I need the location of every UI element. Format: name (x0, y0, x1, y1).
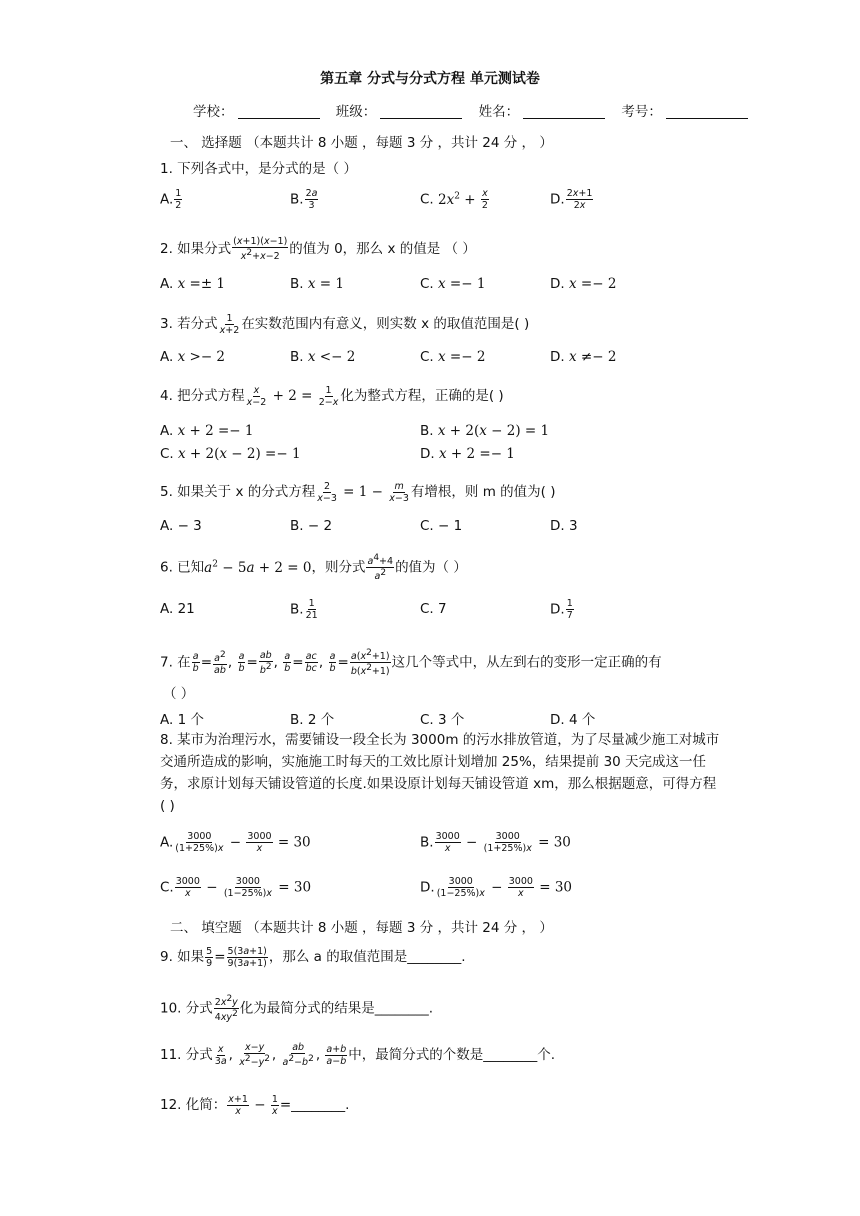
q4-option-d: D. x + 2 =− 1 (420, 446, 515, 462)
school-blank (238, 104, 320, 119)
q2-option-b: B. x = 1 (290, 276, 344, 292)
q7-option-c: C. 3 个 (420, 712, 465, 728)
question-3: 3. 若分式 $\frac{1}{x+2}$ 在实数范围内有意义，则实数 x 的取值范围是( ) (160, 312, 530, 336)
q5-option-c: C. − 1 (420, 518, 463, 534)
question-11: 11. 分式 $\frac{x}{3a}$ , $\frac{x-y}{x^2-y^2}$ , $\frac{ab}{a^2-b^2}$ , $\frac{a+b}{a-b}$ 中，最简分式的个数是________个. (160, 1042, 556, 1069)
school-label: 学校： (193, 104, 234, 120)
question-5: 5. 如果关于 x 的分式方程 $\frac{2}{x-3}$ = 1 − $\frac{m}{x-3}$ 有增根，则 m 的值为( ) (160, 480, 556, 504)
q3-option-d: D. x ≠− 2 (550, 349, 617, 365)
question-8: 8. 某市为治理污水，需要铺设一段全长为 3000m 的污水排放管道，为了尽量减少施工对城市交通所造成的影响，实施施工时每天的工效比原计划增加 25%，结果提前 30 天完成这一任务，求原计划每天铺设管道的长度.如果设原计划每天铺设管道 xm，那么根据题意，可得方程( ) (160, 732, 720, 814)
number-blank (666, 104, 748, 119)
q3-option-a: A. x >− 2 (160, 349, 226, 365)
student-info-line (193, 100, 760, 120)
question-9: 9. 如果 $\frac{5}{9}$ = $\frac{5(3a+1)}{9(3a+1)}$ ，那么 a 的取值范围是________. (160, 945, 466, 969)
q8-option-c: C. $\frac{3000}{x}$ − $\frac{3000}{(1-25\%)x}$ = 30 (160, 876, 312, 899)
q5-option-b: B. − 2 (290, 518, 333, 534)
q3-option-c: C. x =− 2 (420, 349, 486, 365)
question-7-paren: （ ） (163, 686, 195, 702)
q8-option-a: A. $\frac{3000}{(1+25\%)x}$ − $\frac{3000}{x}$ = 30 (160, 831, 311, 854)
q4-option-a: A. x + 2 =− 1 (160, 423, 254, 439)
q1-option-a: A. $\frac{1}{2}$ (160, 188, 182, 211)
q7-option-a: A. 1 个 (160, 712, 204, 728)
q3-option-b: B. x <− 2 (290, 349, 356, 365)
q1-option-c: C. $2x^2$ + $\frac{x}{2}$ (420, 188, 488, 211)
q2-option-c: C. x =− 1 (420, 276, 486, 292)
class-blank (380, 104, 462, 119)
question-1-stem: 1. 下列各式中，是分式的是（ ） (160, 161, 357, 177)
section-heading-choice: 一、 选择题 （本题共计 8 小题 ，每题 3 分 ，共计 24 分 ， ） (170, 135, 553, 151)
question-6: 6. 已知$a^2 - 5a + 2 = 0$，则分式 $\frac{a^4+4}{a^2}$ 的值为（ ） (160, 553, 467, 583)
q1-option-b: B. $\frac{2a}{3}$ (290, 188, 318, 211)
q2-option-d: D. x =− 2 (550, 276, 617, 292)
page-title: 第五章 分式与分式方程 单元测试卷 (320, 71, 540, 87)
class-label: 班级： (335, 104, 377, 120)
section-heading-fill: 二、 填空题 （本题共计 8 小题 ，每题 3 分 ，共计 24 分 ， ） (170, 920, 553, 936)
q4-option-c: C. x + 2(x − 2) =− 1 (160, 446, 301, 462)
question-4: 4. 把分式方程 $\frac{x}{x-2}$ + 2 = $\frac{1}{2-x}$ 化为整式方程，正确的是( ) (160, 384, 504, 408)
q8-option-b: B. $\frac{3000}{x}$ − $\frac{3000}{(1+25\%)x}$ = 30 (420, 831, 571, 854)
name-label: 姓名： (478, 104, 520, 120)
question-10: 10. 分式 $\frac{2x^2y}{4xy^2}$ 化为最简分式的结果是________. (160, 994, 434, 1024)
q6-option-b: B. $\frac{1}{21}$ (290, 598, 318, 621)
number-label: 考号： (621, 104, 662, 120)
q5-option-a: A. − 3 (160, 518, 202, 534)
q5-option-d: D. 3 (550, 518, 578, 534)
q1-option-d: D. $\frac{2x+1}{2x}$ (550, 188, 593, 211)
question-12: 12. 化简： $\frac{x+1}{x}$ − $\frac{1}{x}$ =________. (160, 1093, 350, 1117)
q8-option-d: D. $\frac{3000}{(1-25\%)x}$ − $\frac{3000}{x}$ = 30 (420, 876, 573, 899)
q2-option-a: A. x =± 1 (160, 276, 226, 292)
q7-option-d: D. 4 个 (550, 712, 596, 728)
q6-option-c: C. 7 (420, 601, 447, 617)
q6-option-d: D. $\frac{1}{7}$ (550, 598, 573, 621)
q7-option-b: B. 2 个 (290, 712, 335, 728)
q4-option-b: B. x + 2(x − 2) = 1 (420, 423, 550, 439)
question-2: 2. 如果分式 $\frac{(x+1)(x-1)}{x^2+x-2}$ 的值为 0，那么 x 的值是 （ ） (160, 236, 476, 263)
name-blank (523, 104, 605, 119)
q6-option-a: A. 21 (160, 601, 195, 617)
question-7: 7. 在 $\frac{a}{b}$ = $\frac{a^2}{ab}$ , $\frac{a}{b}$ = $\frac{ab}{b^2}$ , $\frac{a}{b}$ = $\frac{ac}{bc}$ , $\frac{a}{b}$ = $\frac{a(x^2+1)}{b(x^2+1)}$ 这几个等式中，从左到右的变形一定正确的有 (160, 648, 662, 678)
